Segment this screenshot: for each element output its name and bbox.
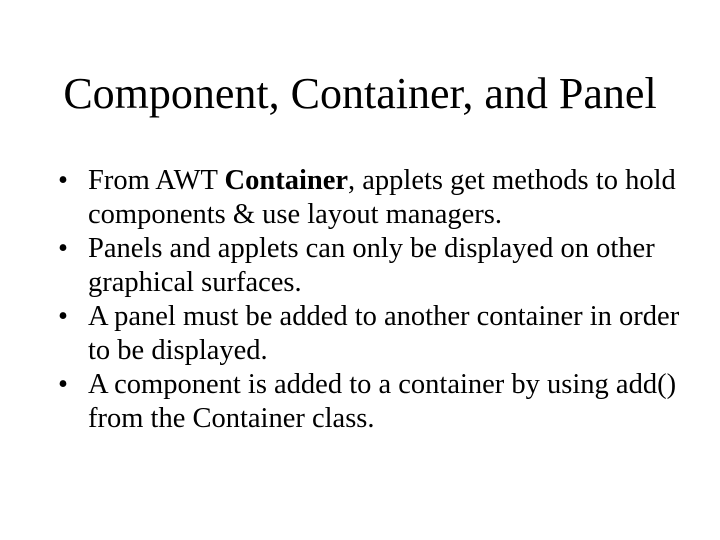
bullet-item <box>58 164 698 232</box>
bullet-text-end: , applets get methods to hold components & use layout managers. <box>88 165 676 230</box>
bullet-item <box>58 368 698 436</box>
bullet-icon: • <box>58 233 68 264</box>
slide-title: Component, Container, and Panel <box>63 69 657 118</box>
bullet-list <box>58 164 698 436</box>
bullet-icon: • <box>58 369 68 400</box>
bullet-text-emphasis: Container <box>224 165 349 196</box>
bullet-item <box>58 300 698 368</box>
bullet-item <box>58 232 698 300</box>
bullet-icon: • <box>58 165 68 196</box>
bullet-text-start: From AWT <box>88 165 225 196</box>
bullet-text <box>88 164 698 232</box>
bullet-text: A panel must be added to another container in order to be displayed. <box>88 301 680 366</box>
bullet-text: Panels and applets can only be displayed on other graphical surfaces. <box>88 233 655 298</box>
bullet-text: A component is added to a container by using add() from the Container class. <box>88 369 677 434</box>
bullet-icon: • <box>58 301 68 332</box>
